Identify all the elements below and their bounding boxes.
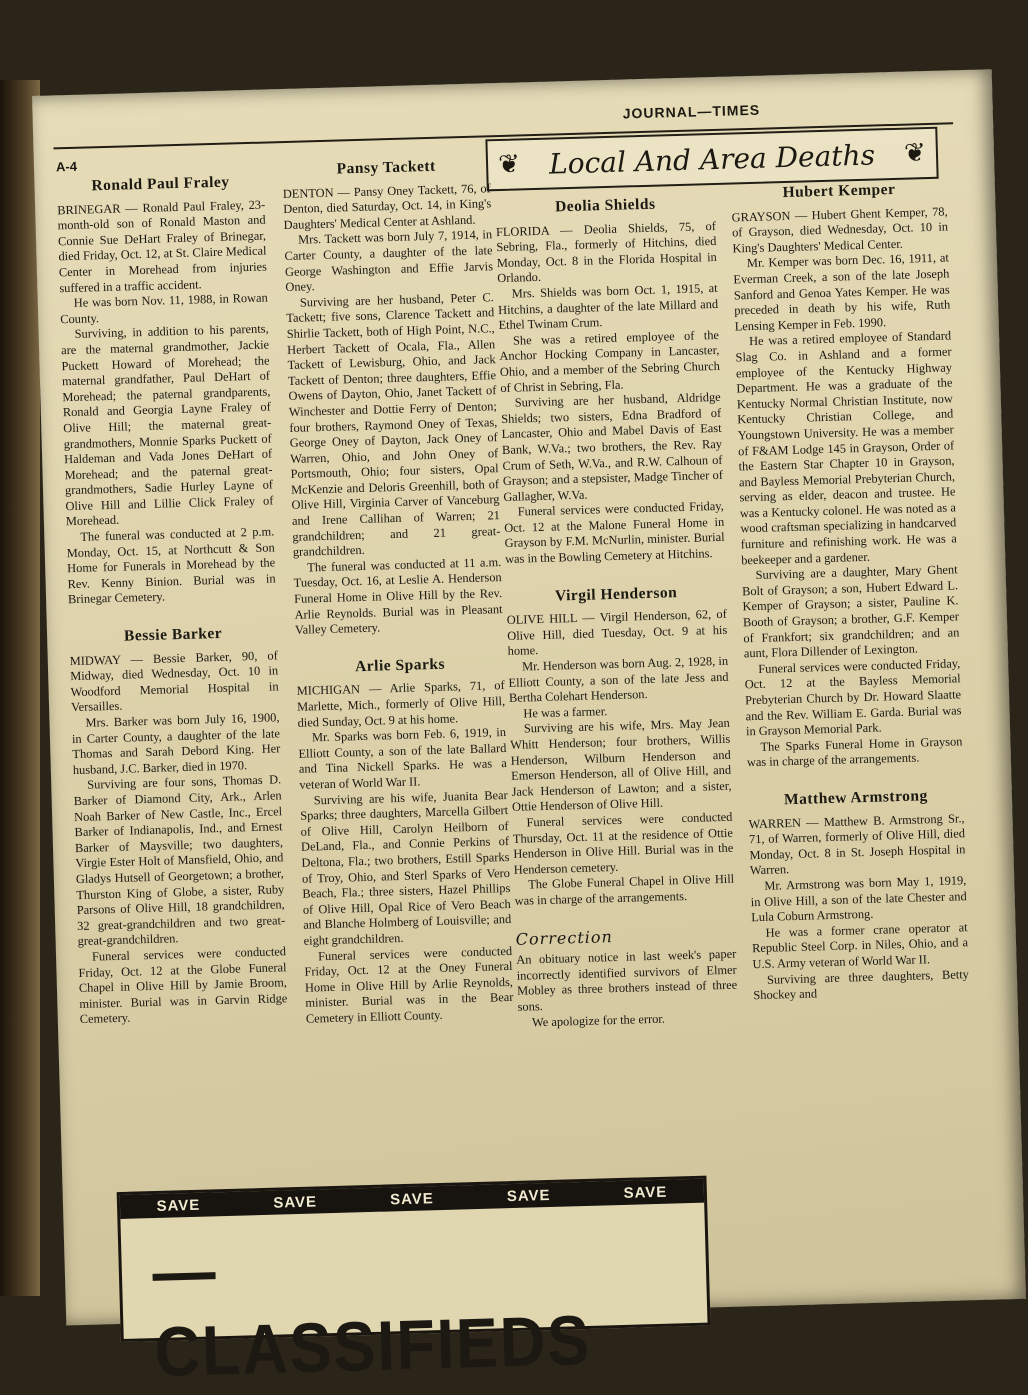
column-3 — [495, 195, 739, 1053]
obituary-name: Arlie Sparks — [354, 655, 446, 676]
obituary-paragraph: Surviving are three daughters, Betty Shockey and — [753, 966, 970, 1003]
obituary-paragraph: Mrs. Shields was born Oct. 1, 1915, at Hitchins, a daughter of the late Millard and Ethel Twinam Crum. — [497, 280, 719, 333]
column-2 — [282, 157, 515, 1049]
obituary-paragraph: Surviving are her husband, Aldridge Shields; two sisters, Edna Bradford of Lancaster, Ohio and Mabel Davis of East Bank, W.Va.; two brothers, the Rev. Ray Crum of Seth, W.Va., and R.W. Calhoun of Grayson; and a stepsister, Madge Tincher of Gallagher, W.Va. — [500, 390, 724, 504]
obituary-paragraph: The Sparks Funeral Home in Grayson was in charge of the arrangements. — [746, 734, 963, 770]
obituary — [506, 583, 735, 909]
obituary-paragraph: MIDWAY — Bessie Barker, 90, of Midway, died Wednesday, Oct. 10 in Woodford Memorial Hospital in Versailles. — [69, 647, 279, 715]
obituary-name: Virgil Henderson — [554, 583, 678, 605]
obituary-paragraph: GRAYSON — Hubert Ghent Kemper, 78, of Grayson, died Wednesday, Oct. 10 in King's Daughters' Medical Center. — [731, 204, 949, 256]
page-number: A-4 — [55, 158, 78, 175]
obituary — [56, 174, 276, 609]
obituary-paragraph: OLIVE HILL — Virgil Henderson, 62, of Olive Hill, died Tuesday, Oct. 9 at his home. — [506, 607, 728, 659]
obituary-paragraph: DENTON — Pansy Oney Tackett, 76, of Denton, died Saturday, Oct. 14, in King's Daughters' Medical Center at Ashland. — [282, 180, 492, 232]
correction-notice — [516, 925, 739, 1031]
obituary-name: Ronald Paul Fraley — [91, 173, 230, 195]
obituary-paragraph: Funeral services were conducted Friday, Oct. 12 at the Bayless Memorial Prebyterian Church by Dr. Howard Slaatte and the Rev. William E. Garda. Burial was in Grayson Memorial Park. — [744, 656, 962, 739]
column-4 — [731, 180, 970, 1025]
obituary-paragraph: Surviving, in addition to his parents, are the maternal grandmother, Jackie Puckett Howard of Morehead; the maternal grandfather, Paul DeHart of Morehead; the paternal grandparents, Ronald and Georgia Layne Fraley of Olive Hill; the maternal great-grandmothers, Monnie Sparks Puckett of Haldeman and Vada Jones DeHart of Morehead; and the paternal great-grandmothers, Sadie Hurley Layne of Olive Hill and Lillie Click Fraley of Morehead. — [60, 321, 274, 529]
floral-ornament-icon: ❦ — [903, 138, 927, 168]
column-1 — [56, 174, 288, 1050]
obituary-paragraph: Surviving are her husband, Peter C. Tackett; five sons, Clarence Tackett and Shirlie Tackett, both of High Point, N.C., Herbert Tackett of Ocala, Fla., Allen Tackett of Lewisburg, Ohio, and Jack Tackett of Denton; three daughters, Effie Owens of Dayton, Ohio, Janet Tackett of Winchester and Dottie Ferry of Denton; four brothers, Raymond Oney of Texas, George Oney of Dayton, Jack Oney of Warren, Ohio, and John Oney of Portsmouth, Ohio; four sisters, Opal McKenzie and Deloris Greenhill, both of Olive Hill, Virginia Carver of Vanceburg and Irene Callihan of Warren; 21 grandchildren; and 21 great-grandchildren. — [286, 289, 501, 560]
obituary — [69, 624, 288, 1027]
obituary — [495, 195, 725, 568]
obituary-paragraph: An obituary notice in last week's paper incorrectly identified survivors of Elmer Mobley as three brothers instead of three sons. — [516, 946, 738, 1014]
obituary-paragraph: MICHIGAN — Arlie Sparks, 71, of Marlette, Mich., formerly of Olive Hill, died Sunday, Oct. 9 at his home. — [296, 678, 506, 730]
obituary-paragraph: Funeral services were conducted Friday, Oct. 12 at the Oney Funeral Home in Olive Hill by Arlie Reynolds, minister. Burial was in the Bear Cemetery in Elliott County. — [304, 943, 514, 1026]
newspaper-page — [32, 69, 1026, 1392]
save-label: SAVE — [623, 1183, 668, 1202]
save-label: SAVE — [156, 1196, 201, 1215]
ad-headline: —CLASSIFIEDS — [151, 1231, 592, 1392]
classifieds-ad — [117, 1176, 711, 1392]
obituary-name: Correction — [515, 926, 614, 949]
obituary-paragraph: Surviving are his wife, Mrs. May Jean Whitt Henderson; four brothers, Willis Henderson, Wilburn Henderson and Emerson Henderson, all of Olive Hill, and Jack Henderson of Lawton; and a sister, Ottie Henderson of Olive Hill. — [510, 716, 732, 815]
obituary-paragraph: He was a former crane operator at Republic Steel Corp. in Niles, Ohio, and a U.S. Army veteran of World War II. — [751, 919, 969, 972]
obituary-paragraph: Surviving are four sons, Thomas D. Barker of Diamond City, Ark., Arlen Noah Barker of New Castle, Inc., Ercel Barker of Indianapolis, Ind., and Ernest Barker of Maysville; two daughters, Virgie Ester Holt of Mansfield, Ohio, and Gladys Hutsell of Georgetown; a brother, Thurston King of Globe, a sister, Ruby Parsons of Olive Hill, 18 grandchildren, 32 great-grandchildren and two great-great-grandchildren. — [73, 772, 286, 949]
floral-ornament-icon: ❦ — [497, 149, 521, 180]
obituary-name: Matthew Armstrong — [783, 787, 929, 809]
obituary-paragraph: BRINEGAR — Ronald Paul Fraley, 23-month-old son of Ronald Maston and Connie Sue DeHart Fraley of Brinegar, died Friday, Oct. 12, at St. Claire Medical Center in Morehead from injuries suffered in a traffic accident. — [56, 197, 268, 295]
obituary-paragraph: He was born Nov. 11, 1988, in Rowan County. — [60, 290, 268, 327]
obituary — [296, 655, 514, 1027]
save-label: SAVE — [273, 1192, 318, 1212]
obituary-paragraph: Funeral services were conducted Friday, Oct. 12 at the Malone Funeral Home in Grayson by F.M. McNurlin, minister. Burial was in the Bowling Cemetery at Hitchins. — [504, 499, 725, 567]
obituary-paragraph: Mr. Armstrong was born May 1, 1919, in Olive Hill, a son of the late Chester and Lula Coburn Armstrong. — [750, 873, 967, 925]
obituary — [731, 180, 963, 771]
section-title: Local And Area Deaths — [548, 137, 876, 181]
save-label: SAVE — [506, 1186, 551, 1205]
obituary-paragraph: We apologize for the error. — [531, 1011, 666, 1029]
obituary-paragraph: Mr. Sparks was born Feb. 6, 1919, in Elliott County, a son of the late Ballard and Tina Nickell Sparks. He was a veteran of World War II. — [298, 725, 508, 792]
obituary-name: Bessie Barker — [123, 624, 223, 645]
obituary — [748, 787, 970, 1004]
obituary-paragraph: The funeral was conducted at 2 p.m. Monday, Oct. 15, at Northcutt & Son Home for Funerals in Morehead by the Rev. Kenny Binion. Burial was in Brinegar Cemetery. — [66, 524, 276, 607]
obituary-paragraph: He was a retired employee of Standard Slag Co. in Ashland and a former employee of the Kentucky Highway Department. He was a graduate of the Kentucky Normal Christian Institute, now Kentucky Christian College, and Youngstown University. He was a member of F&AM Lodge 145 in Grayson, Order of the Eastern Star Chapter 10 in Grayson, and Bayless Memorial Prebyterian Church, serving as elder, deacon and trustee. He was a Kentucky colonel. He was noted as a wood craftsman specializing in handcarved furniture and refinishing work. He was a beekeeper and a gardener. — [735, 328, 957, 568]
obituary-paragraph: WARREN — Matthew B. Armstrong Sr., 71, of Warren, formerly of Olive Hill, died Monday, Oct. 8 in St. Joseph Hospital in Warren. — [748, 810, 966, 878]
obituary-name: Hubert Kemper — [782, 180, 896, 202]
obituary-paragraph: The funeral was conducted at 11 a.m. Tuesday, Oct. 16, at Leslie A. Henderson Funeral Home in Olive Hill by the Rev. Arlie Reynolds. Burial was in Pleasant Valley Cemetery. — [293, 554, 503, 638]
ad-save-bar — [120, 1179, 704, 1219]
obituary-name: Pansy Tackett — [336, 157, 436, 178]
obituary — [282, 157, 503, 638]
obituary-name: Deolia Shields — [554, 195, 656, 216]
obituary-paragraph: She was a retired employee of the Anchor Hocking Company in Lancaster, Ohio, and a member of the Sebring Church of Christ in Sebring, Fla. — [499, 327, 720, 395]
masthead: JOURNAL—TIMES — [622, 101, 761, 122]
obituary-paragraph: Mrs. Tackett was born July 7, 1914, in Carter County, a daughter of the late George Washington and Effie Jarvis Oney. — [284, 227, 494, 295]
book-binding — [0, 80, 40, 1296]
obituary-paragraph: Surviving are his wife, Juanita Bear Sparks; three daughters, Marcella Gilbert of Olive Hill, Carolyn Heilborn of DeLand, Fla., and Connie Perkins of Deltona, Fla.; two brothers, Estill Sparks of Troy, Ohio, and Sterl Sparks of Vero Beach, Fla.; three sisters, Hazel Phillips of Olive Hill, Opal Rice of Vero Beach and Blanche Holmberg of Louisville; and eight grandchildren. — [300, 787, 512, 948]
obituary-paragraph: Mr. Kemper was born Dec. 16, 1911, at Everman Creek, a son of the late Joseph Sanford and Genoa Yates Kemper. He was preceded in death by his wife, Ruth Lensing Kemper in Feb. 1990. — [733, 250, 951, 334]
save-label: SAVE — [389, 1189, 435, 1208]
obituary-paragraph: Surviving are a daughter, Mary Ghent Bolt of Grayson; a son, Hubert Edward L. Kemper of Grayson; a sister, Pauline K. Booth of Grayson; a brother, G.F. Kemper of Frankfort; six grandchildren; and an aunt, Flora Dillender of Lexington. — [741, 562, 960, 661]
obituary-paragraph: Funeral services were conducted Thursday, Oct. 11 at the residence of Ottie Henderson in Olive Hill. Burial was in the Henderson cemetery. — [512, 809, 734, 877]
obituary-paragraph: The Globe Funeral Chapel in Olive Hill was in charge of the arrangements. — [514, 872, 735, 908]
obituary-paragraph: Funeral services were conducted Friday, Oct. 12 at the Globe Funeral Chapel in Olive Hill by Jamie Broom, minister. Burial was in Garvin Ridge Cemetery. — [78, 944, 288, 1027]
obituary-paragraph: Mr. Henderson was born Aug. 2, 1928, in Elliott County, a son of the late Jess and Bertha Colehart Henderson. — [508, 653, 729, 706]
obituary-paragraph: FLORIDA — Deolia Shields, 75, of Sebring, Fla., formerly of Hitchins, died Monday, Oct. 8 in the Florida Hospital in Orlando. — [495, 218, 717, 286]
obituary-paragraph: Mrs. Barker was born July 16, 1900, in Carter County, a daughter of the late Thomas and Sarah Debord King. Her husband, J.C. Barker, died in 1970. — [71, 710, 281, 777]
obituary-paragraph: He was a farmer. — [523, 703, 608, 721]
